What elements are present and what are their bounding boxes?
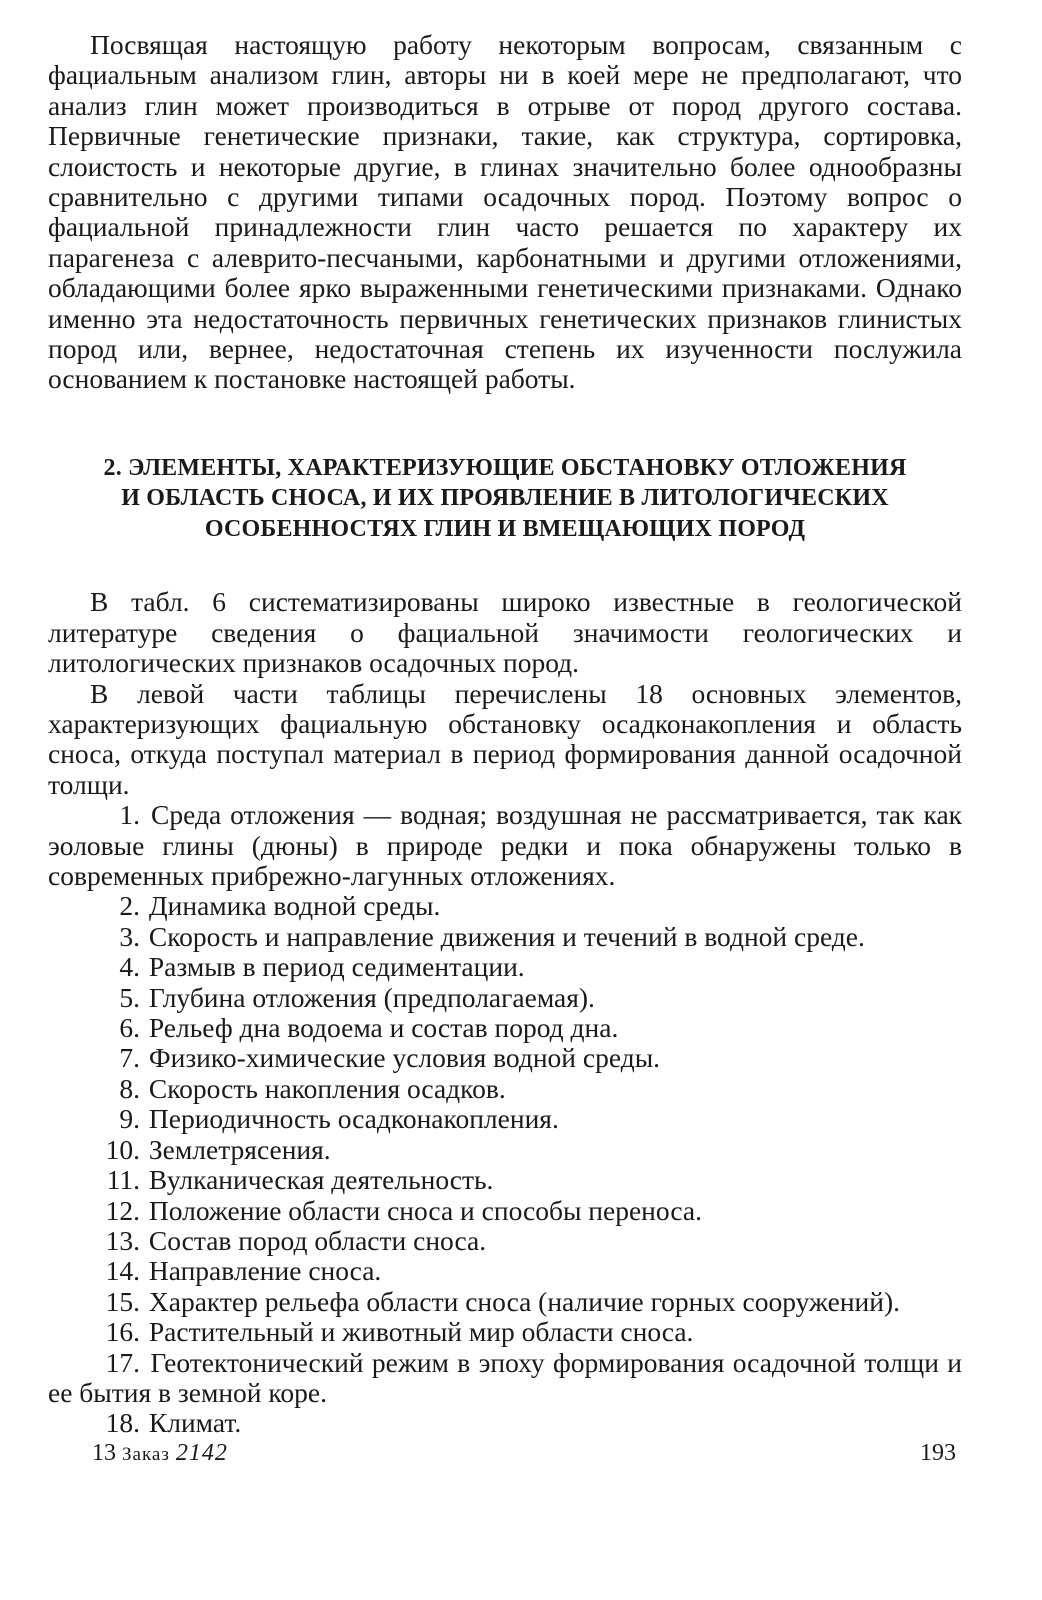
order-number: 2142 — [175, 1440, 228, 1466]
elements-list — [48, 800, 962, 1439]
list-item-number: 14. — [105, 1255, 140, 1287]
elements-intro-paragraph: В левой части таблицы перечислены 18 основных элементов, характеризующих фациальную обстановку осадконакопления и область сноса, откуда поступал материал в период формирования данной осадочной толщи. — [48, 677, 962, 800]
list-item-number: 17. — [105, 1346, 140, 1378]
list-item — [48, 1196, 962, 1226]
list-item-number: 10. — [105, 1133, 140, 1165]
list-item-number: 13. — [105, 1224, 140, 1256]
list-item-number: 8. — [119, 1072, 140, 1104]
signature-number: 13 — [92, 1440, 116, 1466]
list-item-text: Геотектонический режим в эпоху формирования осадочной толщи и ее бытия в земной коре. — [48, 1346, 963, 1408]
list-item-text: Скорость накопления осадков. — [148, 1072, 506, 1104]
printer-mark — [92, 1438, 228, 1470]
list-item-number: 2. — [119, 890, 140, 922]
list-item — [48, 1013, 962, 1043]
list-item-number: 12. — [105, 1194, 140, 1226]
list-item — [48, 1165, 962, 1195]
list-item-number: 7. — [119, 1042, 140, 1074]
list-item-text: Глубина отложения (предполагаемая). — [148, 981, 595, 1013]
list-item — [48, 1256, 962, 1286]
list-item — [48, 1226, 962, 1256]
list-item — [48, 800, 962, 891]
list-item-number: 11. — [106, 1164, 140, 1196]
section-heading — [48, 453, 962, 545]
list-item-text: Среда отложения — водная; воздушная не рассматривается, так как эоловые глины (дюны) в природе редки и пока обнаружены только в современных прибрежно-лагунных отложениях. — [48, 799, 963, 892]
list-item-number: 9. — [119, 1103, 140, 1135]
list-item-text: Периодичность осадконакопления. — [148, 1103, 559, 1135]
table-reference-paragraph: В табл. 6 систематизированы широко известные в геологической литературе сведения о фациальной значимости геологических и литологических признаков осадочных пород. — [48, 586, 962, 679]
intro-paragraph: Посвящая настоящую работу некоторым вопросам, связанным с фациальным анализом глин, авторы ни в коей мере не предполагают, что анализ глин может производиться в отрыве от пород другого состава. Первичные генетические признаки, такие, как структура, сортировка, слоистость и некоторые другие, в глинах значительно более однообразны сравнительно с другими типами осадочных пород. Поэтому вопрос о фациальной принадлежности глин часто решается по характеру их парагенеза с алеврито-песчаными, карбонатными и другими отложениями, обладающими более ярко выраженными генетическими признаками. Однако именно эта недостаточность первичных генетических признаков глинистых пород или, вернее, недостаточная степень их изученности послужила основанием к постановке настоящей работы. — [48, 29, 962, 395]
list-item-number: 6. — [119, 1012, 140, 1044]
list-item-number: 3. — [119, 920, 140, 952]
page-number: 193 — [920, 1440, 956, 1466]
section-body — [48, 587, 962, 1438]
section-heading-line: 2. ЭЛЕМЕНТЫ, ХАРАКТЕРИЗУЮЩИЕ ОБСТАНОВКУ ОТЛОЖЕНИЯ — [103, 454, 907, 481]
order-label: Заказ — [122, 1444, 170, 1465]
list-item-text: Вулканическая деятельность. — [148, 1164, 494, 1196]
list-item — [48, 1348, 962, 1409]
list-item-number: 15. — [105, 1285, 140, 1317]
list-item-text: Землетрясения. — [148, 1133, 331, 1165]
list-item — [48, 1287, 962, 1317]
list-item-text: Состав пород области сноса. — [148, 1224, 487, 1256]
list-item-text: Размыв в период седиментации. — [148, 951, 525, 983]
list-item-text: Направление сноса. — [148, 1255, 382, 1287]
list-item-number: 5. — [119, 981, 140, 1013]
list-item-text: Растительный и животный мир области сноса. — [148, 1316, 694, 1348]
list-item — [48, 983, 962, 1013]
section-heading-line: И ОБЛАСТЬ СНОСА, И ИХ ПРОЯВЛЕНИЕ В ЛИТОЛОГИЧЕСКИХ — [121, 485, 889, 512]
list-item-text: Характер рельефа области сноса (наличие горных сооружений). — [148, 1285, 900, 1317]
section-heading-line: ОСОБЕННОСТЯХ ГЛИН И ВМЕЩАЮЩИХ ПОРОД — [204, 515, 806, 542]
list-item — [48, 1104, 962, 1134]
list-item-number: 4. — [119, 951, 140, 983]
list-item — [48, 1135, 962, 1165]
list-item-number: 1. — [119, 799, 140, 831]
list-item — [48, 1408, 962, 1438]
list-item-number: 16. — [105, 1316, 140, 1348]
list-item — [48, 952, 962, 982]
list-item — [48, 922, 962, 952]
page-footer — [92, 1438, 956, 1470]
list-item-text: Рельеф дна водоема и состав пород дна. — [148, 1012, 619, 1044]
list-item-text: Физико-химические условия водной среды. — [148, 1042, 661, 1074]
list-item-number: 18. — [105, 1407, 140, 1439]
list-item-text: Положение области сноса и способы переноса. — [148, 1194, 702, 1226]
list-item-text: Климат. — [148, 1407, 242, 1439]
list-item — [48, 1043, 962, 1073]
list-item — [48, 1074, 962, 1104]
list-item — [48, 891, 962, 921]
list-item-text: Динамика водной среды. — [148, 890, 441, 922]
list-item-text: Скорость и направление движения и течений в водной среде. — [148, 920, 865, 952]
list-item — [48, 1317, 962, 1347]
